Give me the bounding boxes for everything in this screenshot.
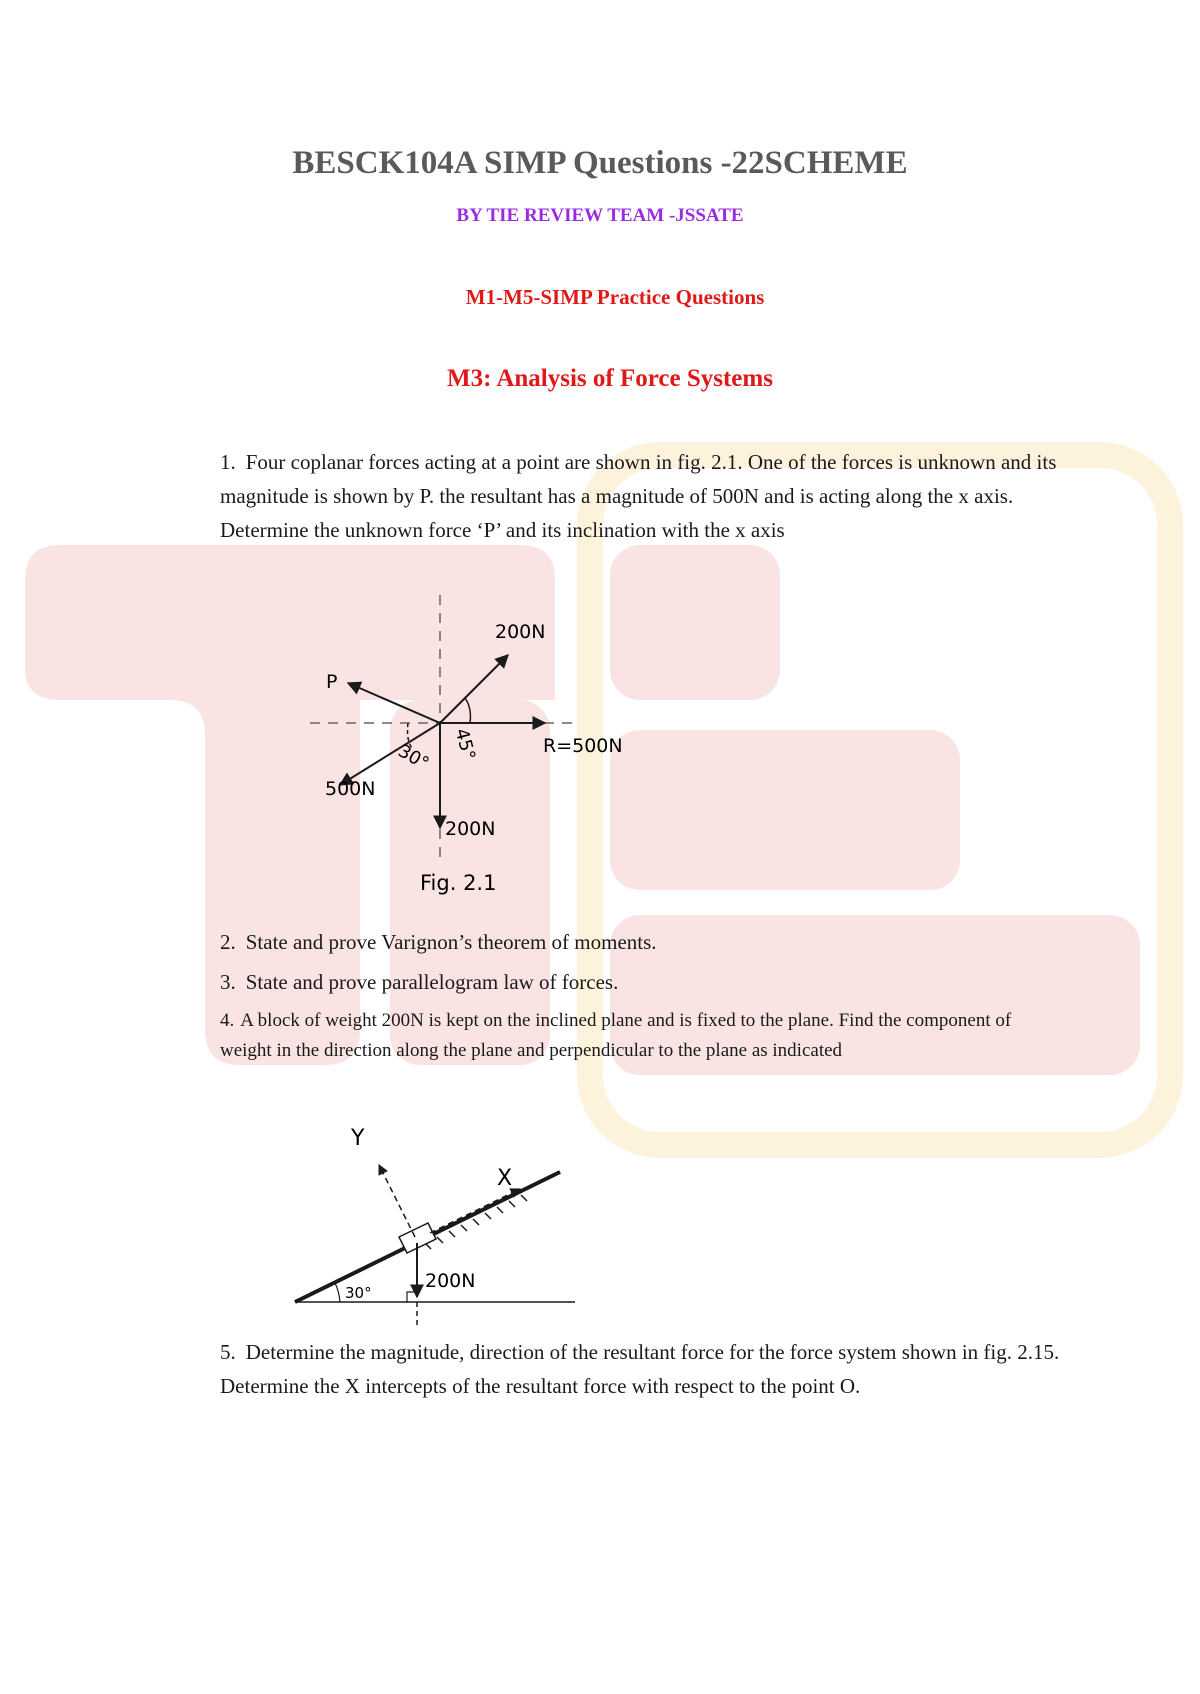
question-text: State and prove parallelogram law of forces. <box>245 970 619 994</box>
question-number: 4. <box>220 1010 235 1031</box>
question-1 <box>220 445 1060 547</box>
label-resultant: R=500N <box>543 735 623 757</box>
angle-arc <box>335 1283 340 1302</box>
question-2 <box>220 925 1060 959</box>
figure-caption: Fig. 2.1 <box>420 871 497 895</box>
module-heading: M3: Analysis of Force Systems <box>447 365 773 392</box>
incline-hatching <box>425 1195 527 1249</box>
question-number: 1. <box>220 450 236 474</box>
force-200n-45-arrow <box>440 655 508 723</box>
label-angle-30: 30° <box>394 740 433 775</box>
label-500n: 500N <box>325 778 376 800</box>
question-text: Determine the magnitude, direction of the resultant force for the force system shown in fig. 2.15. Determine the X intercepts of the resultant force with respect to the point O. <box>220 1340 1060 1398</box>
question-number: 5. <box>220 1340 236 1364</box>
question-text: A block of weight 200N is kept on the inclined plane and is fixed to the plane. Find the component of weight in the direction along the plane and perpendicular to the plane as indicated <box>220 1010 1012 1061</box>
label-200n-bottom: 200N <box>445 818 496 840</box>
practice-heading: M1-M5-SIMP Practice Questions <box>465 285 765 309</box>
label-200n-top: 200N <box>495 621 546 643</box>
label-y: Y <box>351 1126 365 1151</box>
label-p: P <box>326 671 338 693</box>
question-3 <box>220 965 1060 999</box>
x-axis-arrow <box>430 1189 520 1233</box>
angle-45-arc <box>465 698 470 723</box>
label-angle-30: 30° <box>345 1284 372 1302</box>
question-text: State and prove Varignon’s theorem of moments. <box>245 930 657 954</box>
document-title: BESCK104A SIMP Questions -22SCHEME <box>292 145 908 181</box>
question-number: 2. <box>220 930 236 954</box>
byline: BY TIE REVIEW TEAM -JSSATE <box>456 205 744 226</box>
question-text: Four coplanar forces acting at a point are shown in fig. 2.1. One of the forces is unknown and its magnitude is shown by P. the resultant has a magnitude of 500N and is acting along the x axis. Determine the unknown force ‘P’ and its inclination with the x axis <box>220 450 1057 542</box>
question-4 <box>220 1006 1060 1066</box>
y-axis-arrow <box>379 1165 415 1237</box>
figure-2-1 <box>300 590 640 910</box>
label-x: X <box>497 1166 513 1191</box>
label-angle-45: 45° <box>450 726 480 763</box>
question-5 <box>220 1335 1060 1403</box>
question-number: 3. <box>220 970 236 994</box>
label-200n: 200N <box>425 1270 476 1292</box>
right-angle-mark <box>407 1292 417 1302</box>
inclined-plane-figure <box>285 1125 595 1335</box>
force-p-arrow <box>348 683 440 723</box>
